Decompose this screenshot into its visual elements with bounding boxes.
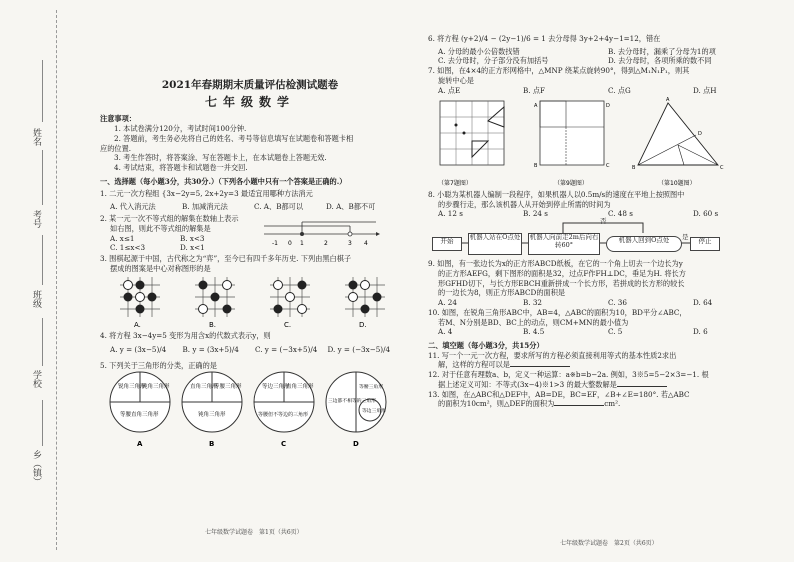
circle-a-label: A [137,440,143,449]
question-12-answer-blank[interactable] [617,386,667,387]
question-10-line1: 10. 如图，在锐角三角形ABC中，AB=4，△ABC的面积为10，BD平分∠ABC， [428,307,687,317]
triangle-classification-figures [100,370,400,450]
question-10-line2: 若M、N分别是BD、BC上的动点，则CM+MN的最小值为 [438,317,629,327]
question-3-line1: 3. 围棋起源于中国，古代称之为“弈”，至今已有四千多年历史. 下列由黑白棋子 [100,253,352,263]
note-4: 4. 考试结束，将答题卡和试题卷一并交回. [114,162,248,172]
go-board-b [195,277,235,317]
margin-line [42,150,43,205]
go-label-d: D. [359,321,367,330]
question-13-unit: cm². [604,399,621,409]
number-line-figure [260,214,380,250]
flow-yes-label: 是 [682,233,689,242]
flow-step2: 机器人向前走2m后向右转60° [528,233,600,255]
go-board-d [345,277,385,317]
right-page-footer: 七年级数学试题卷 第2页（共6页） [560,540,658,547]
binding-margin [0,0,60,562]
question-5: 5. 下列关于三角形的分类，正确的是 [100,360,217,370]
option-d[interactable]: D. y = (−3x−5)/4 [327,344,391,354]
question-13-line1: 13. 如图，在△ABC和△DEF中，AB=DE，BC=EF，∠B+∠E=180°. 若△ABC [428,389,690,399]
svg-text:B: B [632,165,636,172]
svg-text:D: D [606,103,610,110]
caption-fig9: （第9题图） [554,180,588,188]
option-a[interactable]: A. x≤1 [110,233,135,243]
question-4-options [100,345,400,355]
go-label-c: C. [284,321,292,330]
exam-subject: 七年级数学 [204,95,295,110]
margin-label-town: 乡（镇） [31,450,41,486]
question-2-line2: 如右图，则此不等式组的解集是 [110,223,211,233]
question-7-options [428,86,784,96]
question-7-line2: 旋转中心是 [438,75,474,85]
circle-b-part-1: 直角三角形 [190,384,218,391]
option-c[interactable]: C. 去分母时，分子部分没有加括号 [438,56,549,66]
question-11-answer-blank[interactable] [510,366,570,367]
circle-d-part-2: 等边三角形 [362,409,386,415]
margin-line [42,60,43,122]
question-13-line2-text: 的面积为10cm²，则△DEF的面积为 [438,399,555,409]
svg-text:C: C [720,165,724,172]
option-b[interactable]: B. 24 s [523,209,548,219]
option-d[interactable]: D. 64 [693,298,713,308]
go-board-a [120,277,160,317]
circle-b [182,372,242,448]
section-2-heading: 二、填空题（每小题3分，共15分） [428,340,544,350]
right-page [428,34,784,409]
question-11-line2 [428,360,784,370]
flow-end: 停止 [690,237,720,251]
figures-7-9-10 [428,97,784,187]
circle-d-label: D [353,440,359,449]
option-d[interactable]: D. 点H [693,85,717,95]
figure-q9-squares [534,101,610,187]
circle-b-part-3: 钝角三角形 [198,412,226,419]
question-9-line2: 的正方形AEFG，剩下图形的面积是32，过点F作FH⊥DC，垂足为H. 将长方 [438,268,686,278]
svg-text:D: D [698,131,702,138]
caption-fig10: （第10题图） [658,180,696,188]
note-3: 3. 考生作答时，将答案涂、写在答题卡上，在本试题卷上答题无效. [114,153,327,163]
option-c[interactable]: C. A、B都可以 [254,202,304,212]
left-page-footer: 七年级数学试题卷 第1页（共6页） [205,529,303,536]
option-a[interactable]: A. 分母的最小公倍数找错 [438,46,520,56]
option-b[interactable]: B. 4.5 [523,327,545,337]
option-b[interactable]: B. 加减消元法 [182,202,228,212]
margin-line [42,235,43,285]
question-6-options-row1 [428,47,784,57]
margin-line [42,318,43,366]
question-1: 1. 二元一次方程组 {3x−2y=5, 2x+2y=3 最适宜用哪种方法消元 [100,189,313,199]
option-a[interactable]: A. 代入消元法 [110,202,156,212]
circle-c-part-2: 直角三角形 [286,384,314,391]
circle-a-part-1: 锐角三角形 [118,384,146,391]
question-9-options [428,298,784,308]
question-1-options [100,202,400,212]
tick-label: 0 [288,239,292,247]
question-12-line1: 12. 对于任意有理数a、b，定义一种运算：a※b=b−2a. 例如，3※5=5−2×3=−1. 根 [428,370,709,380]
flow-start: 开始 [432,237,462,251]
exam-title: 2021年春期期末质量评估检测试题卷 [161,79,339,91]
option-d[interactable]: D. A、B都不可 [326,202,376,212]
option-b[interactable]: B. 去分母时，漏乘了分母为1的项 [608,46,716,56]
option-a[interactable]: A. 12 s [438,209,463,219]
figure-q10-triangle [632,97,724,187]
svg-text:B: B [534,163,538,170]
circle-d [326,372,386,448]
option-a[interactable]: A. y = (3x−5)/4 [110,344,167,354]
question-11-line1: 11. 写一个一元一次方程，要求所写的方程必须直接利用等式的基本性质2求出 [428,350,677,360]
margin-label-exam-number: 考号 [31,210,41,228]
question-2 [100,212,400,252]
margin-line [42,400,43,446]
svg-text:A: A [666,97,670,104]
circle-d-part-3: 等腰三角形 [359,385,383,391]
question-9-line1: 9. 如图，有一张边长为x的正方形ABCD纸板，在它的一个角上切去一个边长为y [428,259,683,269]
circle-b-label: B [209,440,215,449]
left-page [100,78,400,453]
question-8-line1: 8. 小聪为某机器人编制一段程序，如果机器人以0.5m/s的速度在平地上按照图中 [428,190,685,200]
option-d[interactable]: D. 去分母时，各项所乘的数不同 [608,56,712,66]
circle-a-part-3: 等腰直角三角形 [120,412,159,419]
option-b[interactable]: B. 32 [523,298,542,308]
figure-q7-grid [438,101,504,187]
option-a[interactable]: A. 点E [438,85,461,95]
option-c[interactable]: C. 5 [608,327,623,337]
question-6: 6. 将方程 (y+2)/4 − (2y−1)/6 = 1 去分母得 3y+2+4y−1=12，错在 [428,34,661,43]
question-3-line2: 摆成的图案是中心对称图形的是 [110,263,211,273]
tick-label: 1 [300,239,304,247]
option-d[interactable]: D. x<1 [180,242,205,252]
flowchart [428,219,784,259]
circle-c-part-1: 等边三角形 [262,384,290,391]
tick-label: 3 [348,239,352,247]
margin-label-class: 班级 [31,290,41,308]
option-c[interactable]: C. 48 s [608,209,633,219]
circle-b-part-2: 等腰三角形 [214,384,242,391]
question-8-line2: 的步骤行走，那么该机器人从开始到停止所需的时间为 [438,199,611,209]
circle-a-part-2: 钝角三角形 [142,384,170,391]
question-2-options-row2 [110,243,250,253]
tick-label: 2 [324,239,328,247]
option-c[interactable]: C. 1≤x<3 [110,242,146,252]
go-boards [100,273,400,331]
go-label-b: B. [209,321,217,330]
caption-fig7: （第7题图） [438,180,472,188]
question-12-line2-text: 据上述定义可知：不等式(3x−4)※1>3 的最大整数解是 [438,379,617,389]
option-c[interactable]: C. 点G [608,85,631,95]
number-line-ticks [272,240,368,247]
question-13-answer-blank[interactable] [554,405,604,406]
option-c[interactable]: C. y = (−3x+5)/4 [255,344,318,354]
circle-d-part-1: 三边都不相等的三角形 [328,399,376,405]
section-1-heading: 一、选择题（每小题3分，共30分.）（下列各小题中只有一个答案是正确的.） [100,176,347,186]
question-13-line2 [428,399,784,409]
question-11-line2-text: 解，这样的方程可以是 [438,360,510,370]
question-9-line3: 形GFHD切下，与长方形EBCH重新拼成一个长方形，若拼成的长方形的较长 [438,278,685,288]
option-b[interactable]: B. y = (3x+5)/4 [182,344,239,354]
option-c[interactable]: C. 36 [608,298,627,308]
circle-c-label: C [281,440,287,449]
question-6-options-row2 [428,56,784,66]
notes-heading: 注意事项： [100,114,136,124]
cut-line [56,10,57,550]
option-d[interactable]: D. 6 [693,327,708,337]
question-12-line2 [428,380,784,390]
circle-a [110,372,170,448]
option-a[interactable]: A. 4 [438,327,453,337]
flow-decision: 机器人回到O点处 [606,236,682,252]
margin-label-school: 学校 [31,370,41,388]
svg-text:C: C [606,163,610,170]
tick-label: -1 [272,239,278,247]
go-board-c [270,277,310,317]
question-4: 4. 将方程 3x−4y=5 变形为用含x的代数式表示y，则 [100,331,271,341]
question-10-options [428,327,784,337]
circle-c-part-3: 等腰但不等边的三角形 [258,412,309,419]
note-1: 1. 本试卷满分120分，考试时间100分钟. [114,124,247,134]
note-2: 2. 答题前，考生务必先将自己的姓名、考号等信息填写在试题卷和答题卡相 [114,133,354,143]
circle-c [254,372,314,448]
flow-step1: 机器人站在O点处 [468,233,522,255]
flow-no-label: 否 [600,217,607,226]
option-a[interactable]: A. 24 [438,298,457,308]
question-2-line1: 2. 某一元一次不等式组的解集在数轴上表示 [100,213,239,223]
go-label-a: A. [134,321,141,330]
margin-label-name: 姓名 [31,128,41,146]
option-b[interactable]: B. x<3 [180,233,205,243]
note-2-cont: 应的位置. [100,143,132,153]
tick-label: 4 [364,239,368,247]
question-7-line1: 7. 如图，在4×4的正方形网格中，△MNP 绕某点旋转90°，得到△M₁N₁P₁，则其 [428,66,690,76]
option-d[interactable]: D. 60 s [693,209,719,219]
svg-text:A: A [534,103,538,110]
option-b[interactable]: B. 点F [523,85,546,95]
question-9-line4: 的一边长为8，则正方形ABCD的面积是 [438,288,566,298]
question-3-figures [100,273,400,331]
